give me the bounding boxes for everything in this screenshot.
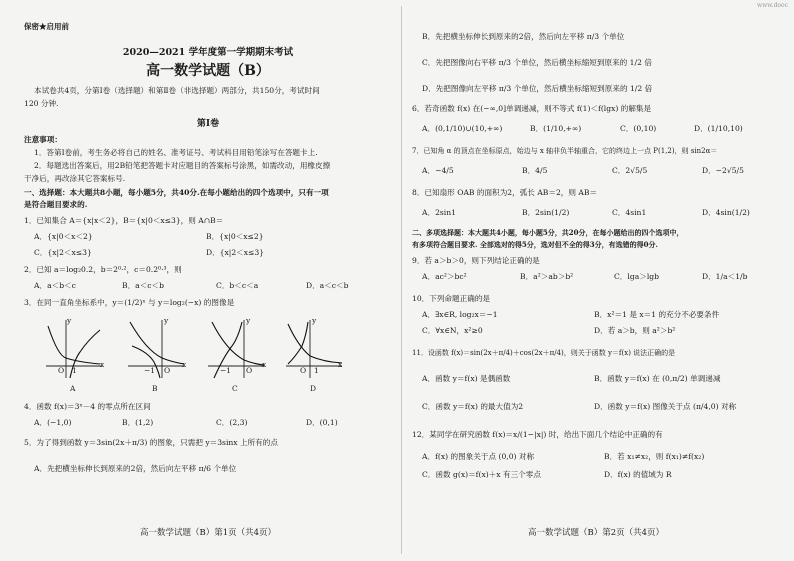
graph-a-x-label: x [100, 360, 105, 369]
graph-c-caption: C [232, 384, 238, 393]
q3-stem: 3．在同一直角坐标系中，y＝(1/2)ˣ 与 y＝log₂(−x) 的图像是 [24, 298, 235, 307]
part2-line-1: 二、多项选择题：本大题共4小题，每小题5分，共20分，在每小题给出的四个选项中， [412, 228, 684, 237]
q9-option-b: B．a²＞ab＞b² [520, 272, 574, 281]
q1-option-c: C．{x|2＜x≤3} [34, 248, 92, 257]
q7-option-b: B．4/5 [522, 166, 548, 175]
q6-option-a: A．(0,1/10)∪(10,+∞) [422, 124, 503, 133]
q6-option-d: D．(1/10,10) [694, 124, 743, 133]
q12-option-b: B．若 x₁≠x₂，则 f(x₁)≠f(x₂) [604, 452, 705, 461]
q9-option-d: D．1/a＜1/b [702, 272, 748, 281]
q5-option-d: D．先把图像向左平移 π/3 个单位，然后横坐标缩短到原来的 1/2 倍 [422, 84, 653, 93]
q2-option-c: C．b＜c＜a [216, 281, 259, 290]
section-heading: 第Ⅰ卷 [196, 119, 220, 129]
graph-b-x-label: x [182, 360, 187, 369]
intro-line-2: 120 分钟. [24, 99, 59, 108]
graph-c-x-label: x [262, 360, 267, 369]
q11-stem: 11．设函数 f(x)＝sin(2x＋π/4)＋cos(2x＋π/4)，则关于函数 y＝f(x) 说法正确的是 [412, 349, 676, 357]
q11-option-b: B．函数 y＝f(x) 在 (0,π/2) 单调递减 [594, 374, 721, 383]
q3-graphs [44, 316, 344, 396]
q2-option-b: B．a＜c＜b [122, 281, 165, 290]
q9-option-c: C．lga＞lgb [614, 272, 659, 281]
graph-b-tick: −1 [144, 366, 156, 375]
graph-a-y-label: y [67, 316, 72, 325]
q11-option-a: A．函数 y＝f(x) 是偶函数 [422, 374, 511, 383]
paper-title: 高一数学试题（B） [146, 63, 270, 79]
graph-c-tick: −1 [220, 366, 232, 375]
q6-option-b: B．(1/10,+∞) [530, 124, 582, 133]
q11-option-c: C．函数 y＝f(x) 的最大值为2 [422, 402, 524, 411]
q12-option-c: C．函数 g(x)＝f(x)＋x 有三个零点 [422, 470, 541, 479]
q4-option-b: B．(1,2) [122, 418, 154, 427]
q5-option-a: A．先把横坐标伸长到原来的2倍，然后向左平移 π/6 个单位 [34, 464, 237, 473]
q8-option-c: C．4sin1 [612, 208, 647, 217]
q8-stem: 8．已知扇形 OAB 的面积为2，弧长 AB＝2，则 AB＝ [412, 188, 598, 197]
graph-d-origin: O [300, 366, 307, 375]
q4-option-c: C．(2,3) [216, 418, 248, 427]
graph-a-tick: 1 [72, 366, 77, 375]
exam-title: 2020—2021 学年度第一学期期末考试 [122, 47, 294, 58]
footer-right: 高一数学试题（B）第2页（共4页） [527, 528, 665, 538]
q2-stem: 2．已知 a＝log₂0.2，b＝2⁰·²，c＝0.2⁰·³，则 [24, 265, 182, 274]
notice-1: 1．答第Ⅰ卷前，考生务必将自己的姓名、准考证号、考试科目用铅笔涂写在答题卡上. [34, 148, 318, 157]
graph-c-origin: O [246, 366, 253, 375]
q6-option-c: C．(0,10) [620, 124, 657, 133]
column-divider [401, 6, 402, 554]
q12-stem: 12．某同学在研究函数 f(x)＝x/(1−|x|) 时，给出下面几个结论中正确的有 [412, 430, 663, 439]
graph-c [206, 316, 266, 380]
graph-b-caption: B [152, 384, 158, 393]
footer-left: 高一数学试题（B）第1页（共4页） [139, 528, 277, 538]
q10-option-b: B．x²＝1 是 x＝1 的充分不必要条件 [594, 310, 720, 319]
graph-b [126, 316, 186, 380]
left-column [20, 0, 396, 561]
graph-a-caption: A [70, 384, 76, 393]
q2-option-a: A．a＜b＜c [34, 281, 76, 290]
graph-d-caption: D [310, 384, 317, 393]
q12-option-d: D．f(x) 的值域为 R [604, 470, 672, 479]
q4-option-a: A．(−1,0) [34, 418, 72, 427]
notice-2b: 干净后，再改涂其它答案标号. [24, 174, 126, 183]
part1-line-1: 一、选择题：本大题共8小题，每小题5分，共40分.在每小题给出的四个选项中，只有一项 [24, 188, 329, 197]
q7-option-d: D．−2√5/5 [702, 166, 744, 175]
notice-title: 注意事项： [24, 135, 62, 144]
q7-option-a: A．−4/5 [422, 166, 454, 175]
q12-option-a: A．f(x) 的图象关于点 (0,0) 对称 [422, 452, 535, 461]
q11-option-d: D．函数 y＝f(x) 图像关于点 (π/4,0) 对称 [594, 402, 737, 411]
q5-option-b: B．先把横坐标伸长到原来的2倍，然后向左平移 π/3 个单位 [422, 32, 625, 41]
q10-stem: 10．下列命题正确的是 [412, 294, 491, 303]
graph-c-y-label: y [246, 316, 251, 325]
q10-option-d: D．若 a＞b，则 a²＞b² [594, 326, 676, 335]
q9-stem: 9．若 a＞b＞0，则下列结论正确的是 [412, 256, 540, 265]
q1-option-b: B．{x|0＜x≤2} [206, 232, 264, 241]
q5-stem: 5．为了得到函数 y＝3sin(2x＋π/3) 的图象，只需把 y＝3sinx 上所有的点 [24, 438, 278, 447]
q4-option-d: D．(0,1) [306, 418, 338, 427]
q9-option-a: A．ac²＞bc² [422, 272, 467, 281]
graph-a-origin: O [58, 366, 65, 375]
graph-d-tick: 1 [314, 366, 319, 375]
graph-d-y-label: y [312, 316, 317, 325]
graph-d-x-label: x [338, 360, 343, 369]
q2-option-d: D．a＜c＜b [306, 281, 349, 290]
q1-stem: 1．已知集合 A＝{x|x＜2}，B＝{x|0＜x≤3}，则 A∩B＝ [24, 216, 224, 225]
q8-option-a: A．2sin1 [422, 208, 456, 217]
q1-option-a: A．{x|0＜x＜2} [34, 232, 93, 241]
right-column [408, 0, 784, 561]
part1-line-2: 是符合题目要求的. [24, 200, 88, 209]
q10-option-c: C．∀x∈N，x²≥0 [422, 326, 483, 335]
intro-line-1: 本试卷共4页，分第Ⅰ卷（选择题）和第Ⅱ卷（非选择题）两部分，共150分，考试时间 [34, 86, 320, 95]
q7-option-c: C．2√5/5 [612, 166, 648, 175]
graph-b-origin: O [164, 366, 171, 375]
q10-option-a: A．∃x∈R, log₂x＝−1 [422, 310, 498, 319]
q8-option-b: B．2sin(1/2) [522, 208, 570, 217]
q5-option-c: C．先把图像向右平移 π/3 个单位，然后横坐标缩短到原来的 1/2 倍 [422, 58, 652, 67]
q8-option-d: D．4sin(1/2) [702, 208, 750, 217]
notice-2a: 2．每题选出答案后，用2B铅笔把答题卡对应题目的答案标号涂黑，如需改动，用橡皮擦 [34, 161, 331, 170]
q7-stem: 7．已知角 α 的顶点在坐标原点，始边与 x 轴非负半轴重合，它的终边上一点 P(1,2)，则 sin2α＝ [412, 147, 718, 155]
corner-watermark: www.dooc [756, 2, 788, 9]
part2-line-2: 有多项符合题目要求. 全部选对的得5分，选对但不全的得3分，有选错的得0分. [412, 240, 658, 249]
q1-option-d: D．{x|2＜x≤3} [206, 248, 265, 257]
secret-mark: 保密★启用前 [24, 22, 69, 31]
q6-stem: 6．若奇函数 f(x) 在(−∞,0]单调递减，则不等式 f(1)＜f(lgx) 的解集是 [412, 104, 652, 113]
graph-b-y-label: y [164, 316, 169, 325]
q4-stem: 4．函数 f(x)＝3ˣ－4 的零点所在区间 [24, 402, 151, 411]
